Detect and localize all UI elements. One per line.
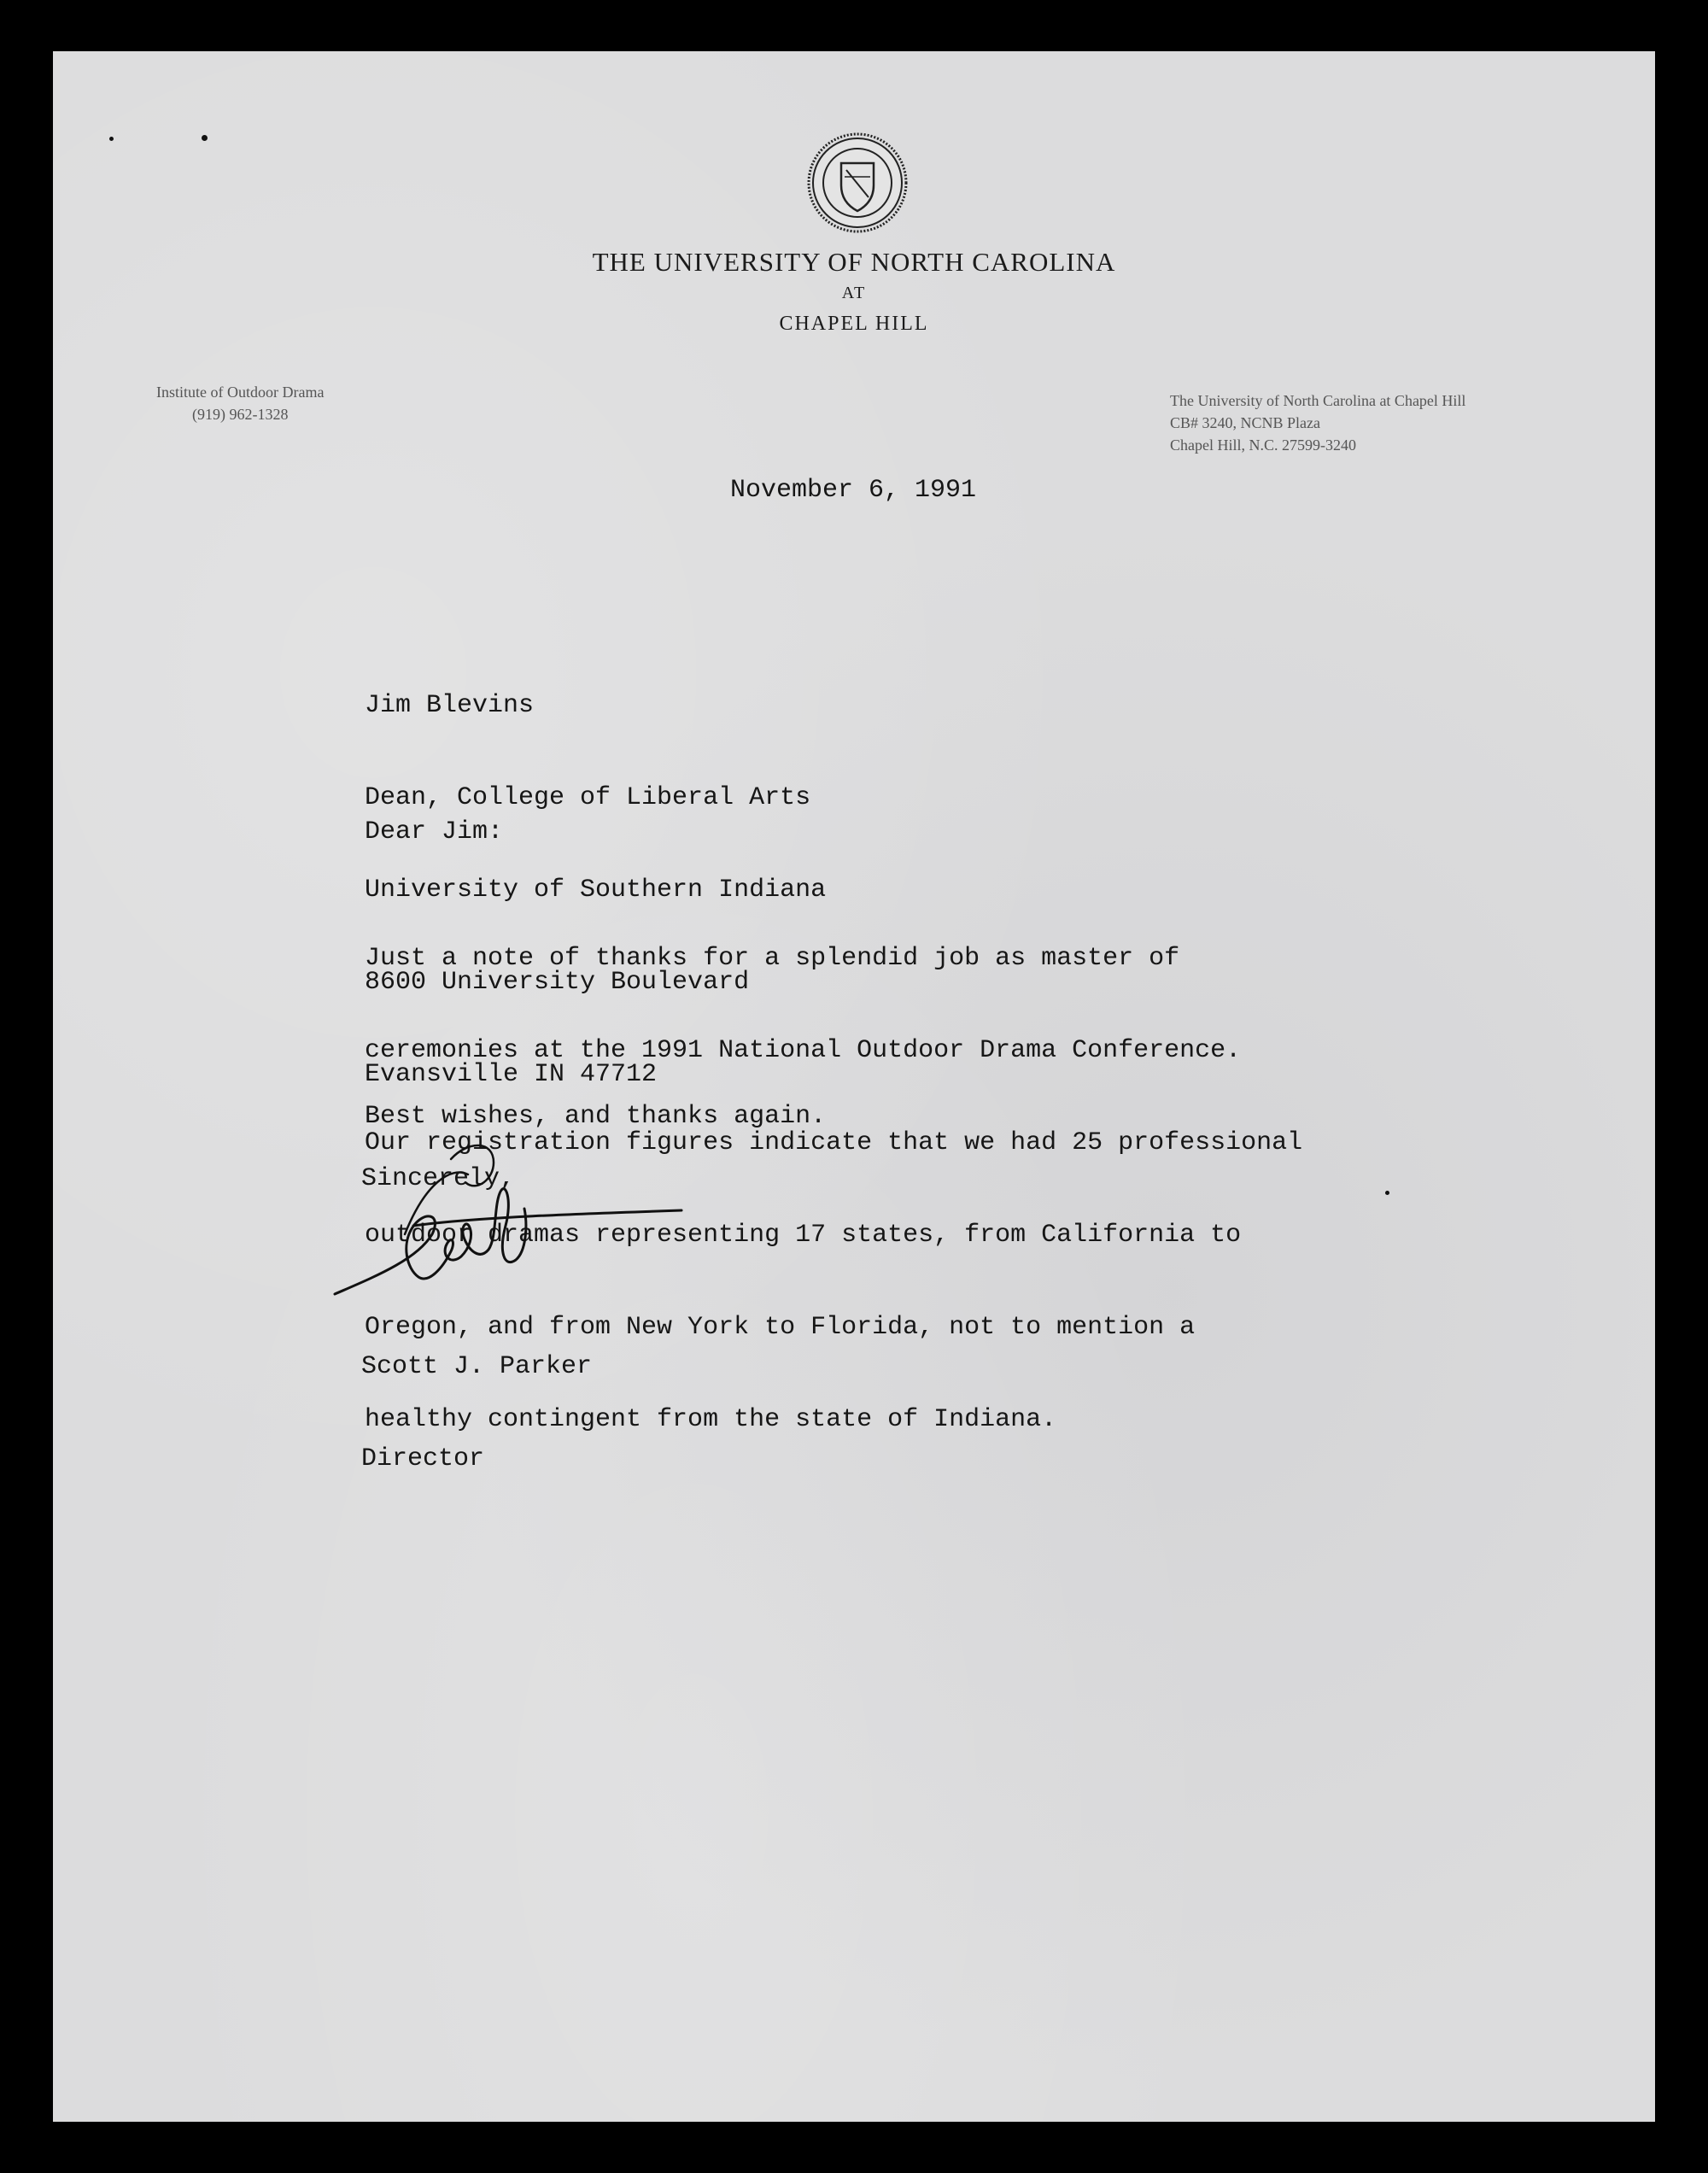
department-name: Institute of Outdoor Drama (156, 384, 325, 401)
university-seal-icon (807, 132, 908, 233)
recipient-line: 8600 University Boulevard (365, 968, 750, 997)
letter-date: November 6, 1991 (730, 476, 977, 505)
department-phone: (919) 962-1328 (191, 406, 289, 423)
body-line: Oregon, and from New York to Florida, not to mention a (365, 1313, 1196, 1342)
salutation: Dear Jim: (365, 817, 504, 846)
recipient-line: Evansville IN 47712 (365, 1060, 658, 1089)
body-line: Our registration figures indicate that we had 25 professional (365, 1128, 1303, 1157)
recipient-line: Dean, College of Liberal Arts (365, 783, 811, 812)
body-line: Just a note of thanks for a splendid job as master of (365, 944, 1180, 973)
body-line: ceremonies at the 1991 National Outdoor Drama Conference. (365, 1036, 1242, 1065)
return-address-line: CB# 3240, NCNB Plaza (1170, 414, 1321, 431)
institution-city: CHAPEL HILL (779, 313, 929, 335)
closing-line: Best wishes, and thanks again. (365, 1102, 827, 1131)
recipient-line: University of Southern Indiana (365, 876, 827, 905)
institution-name: THE UNIVERSITY OF NORTH CAROLINA (592, 247, 1116, 277)
scan-speck (1385, 1191, 1389, 1195)
institution-at: AT (841, 284, 867, 302)
scan-speck (109, 137, 114, 141)
return-address-line: Chapel Hill, N.C. 27599-3240 (1170, 436, 1356, 454)
signer-name: Scott J. Parker (361, 1352, 593, 1381)
body-line: healthy contingent from the state of Indiana. (365, 1405, 1057, 1434)
recipient-line: Jim Blevins (365, 691, 535, 720)
signer-title: Director (361, 1444, 485, 1473)
signer-block (361, 1290, 592, 1536)
body-line: outdoor dramas representing 17 states, from California to (365, 1221, 1242, 1250)
letterhead-left-block (156, 381, 324, 425)
letterhead-right-block (1170, 390, 1465, 456)
scan-speck (202, 135, 208, 141)
sign-off: Sincerely, (361, 1164, 516, 1193)
return-address-line: The University of North Carolina at Chapel Hill (1170, 392, 1466, 409)
handwritten-signature-icon (323, 1132, 690, 1303)
